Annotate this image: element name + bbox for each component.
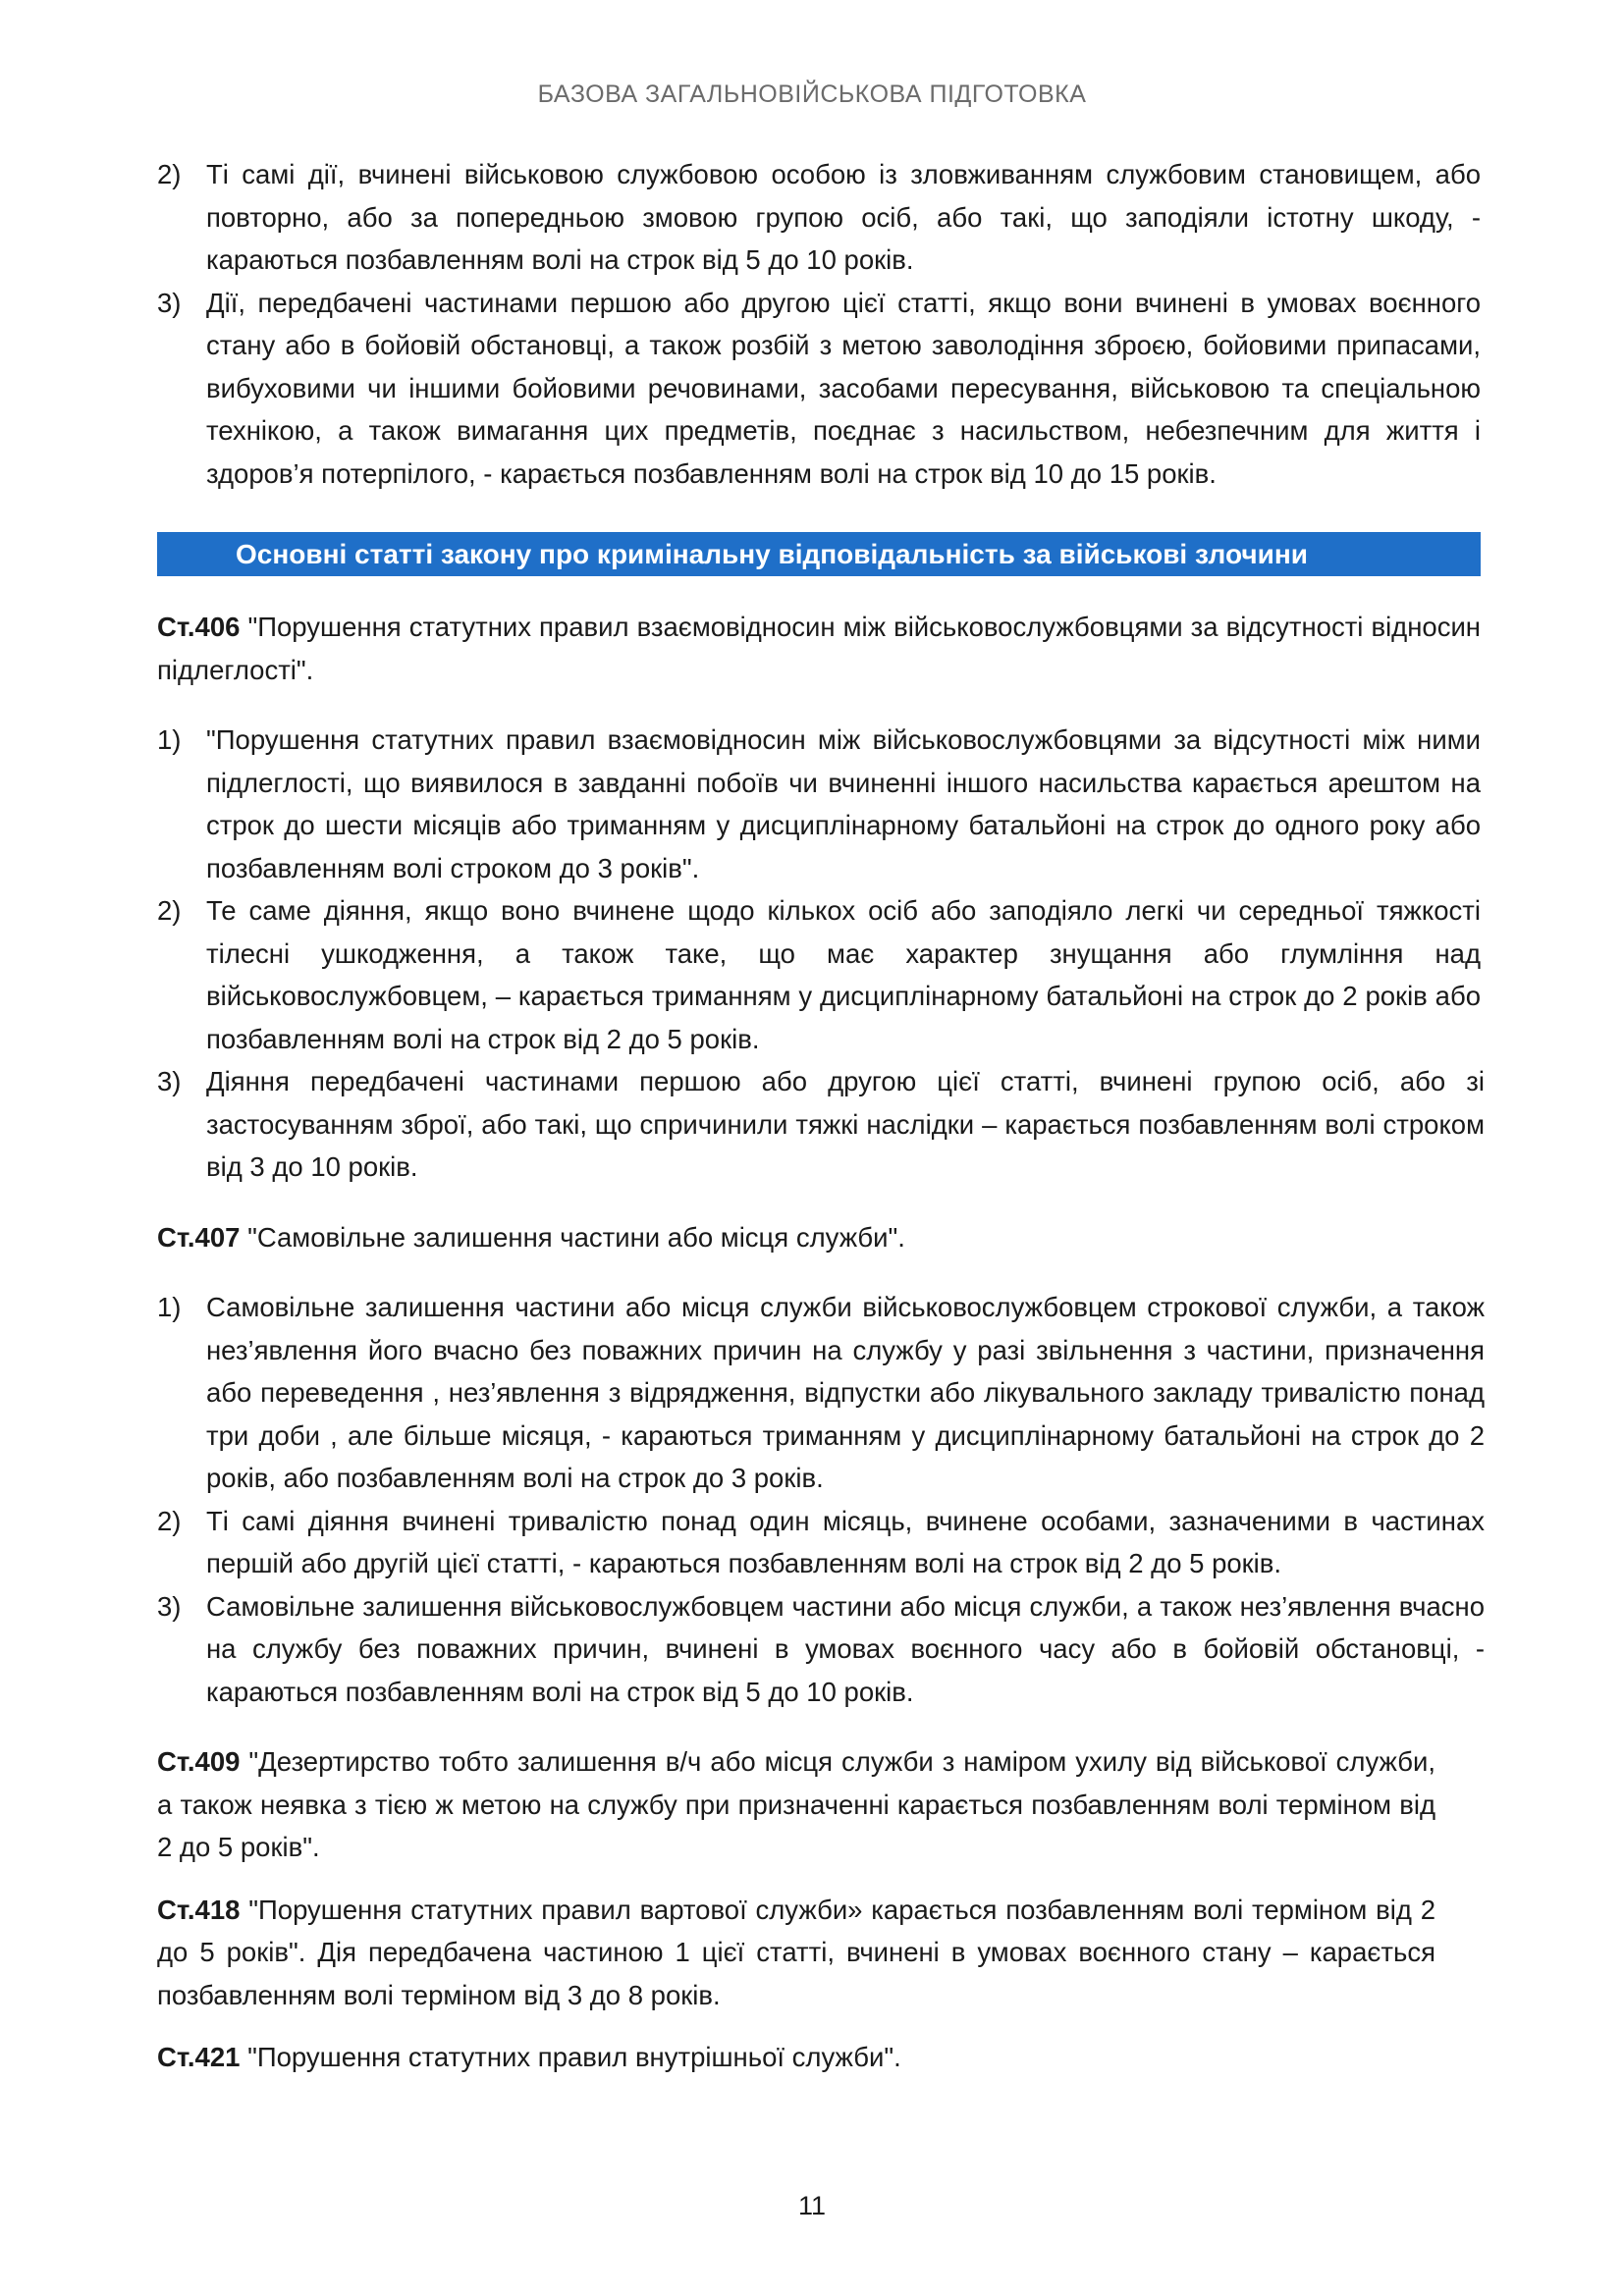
list-item	[157, 282, 1481, 496]
list-item	[157, 153, 1481, 282]
list-number: 3)	[157, 1590, 182, 1622]
list-number: 1)	[157, 724, 182, 755]
article-title: "Дезертирство тобто залишення в/ч або місця служби з наміром ухилу від військової служби, а також неявка з тією ж метою на службу при призначенні карається позбавленням волі терміном від 2 до 5 років".	[157, 1746, 1435, 1862]
list-text: Діяння передбачені частинами першою або другою цієї статті, вчинені групою осіб, або зі застосуванням зброї, або такі, що спричинили тяжкі наслідки – карається позбавленням волі строком від 3 до 10 років.	[206, 1066, 1485, 1182]
article-title: "Порушення статутних правил внутрішньої служби".	[240, 2042, 901, 2072]
list-item	[157, 1286, 1485, 1500]
list-text: "Порушення статутних правил взаємовідносин між військовослужбовцями за відсутності між ними підлеглості, що виявилося в завданні побоїв чи вчиненні іншого насильства карається арештом на строк до шести місяців або триманням у дисциплінарному батальйоні на строк до одного року або позбавленням волі строком до 3 років".	[206, 724, 1481, 883]
article-label: Ст.409	[157, 1746, 241, 1777]
article-421	[157, 2036, 1481, 2079]
article-406-list	[157, 719, 1485, 1189]
page-content	[157, 153, 1485, 2079]
article-407-heading	[157, 1216, 1481, 1259]
list-number: 2)	[157, 1505, 182, 1536]
article-label: Ст.407	[157, 1221, 241, 1253]
article-406-heading	[157, 606, 1481, 691]
article-label: Ст.421	[157, 2042, 241, 2072]
article-title: "Самовільне залишення частини або місця служби".	[240, 1221, 905, 1253]
list-item	[157, 719, 1481, 889]
article-title: "Порушення статутних правил взаємовідносин між військовослужбовцями за відсутності відносин підлеглості".	[157, 612, 1481, 685]
section-banner: Основні статті закону про кримінальну відповідальність за військові злочини	[157, 532, 1481, 576]
list-number: 3)	[157, 1066, 182, 1096]
list-text: Ті самі дії, вчинені військовою службовою особою із зловживанням службовим становищем, або повторно, або за попередньою змовою групою осіб, або такі, що заподіяли істотну шкоду, - караються позбавленням волі на строк від 5 до 10 років.	[206, 159, 1481, 275]
list-text: Самовільне залишення військовослужбовцем частини або місця служби, а також нез’явлення вчасно на службу без поважних причин, вчинені в умовах воєнного часу або в бойовій обстановці, - караються позбавленням волі на строк від 5 до 10 років.	[206, 1590, 1485, 1707]
article-title: "Порушення статутних правил вартової служби» карається позбавленням волі терміном від 2 до 5 років". Дія передбачена частиною 1 цієї статті, вчинені в умовах воєнного стану – карається позбавленням волі терміном від 3 до 8 років.	[157, 1894, 1435, 2010]
list-text: Ті самі діяння вчинені тривалістю понад один місяць, вчинене особами, зазначеними в частинах першій або другій цієї статті, - караються позбавленням волі на строк від 2 до 5 років.	[206, 1505, 1485, 1578]
list-text: Дії, передбачені частинами першою або другою цієї статті, якщо вони вчинені в умовах воєнного стану або в бойовій обстановці, а також розбій з метою заволодіння зброєю, бойовими припасами, вибуховими чи іншими бойовими речовинами, засобами пересування, військовою та спеціальною технікою, а також вимагання цих предметів, поєднає з насильством, небезпечним для життя і здоров’я потерпілого, - карається позбавленням волі на строк від 10 до 15 років.	[206, 287, 1481, 489]
article-407-list	[157, 1286, 1485, 1713]
running-header: БАЗОВА ЗАГАЛЬНОВІЙСЬКОВА ПІДГОТОВКА	[537, 80, 1087, 108]
list-number: 2)	[157, 159, 182, 189]
list-item	[157, 889, 1481, 1060]
list-item	[157, 1060, 1485, 1189]
list-text: Те саме діяння, якщо воно вчинене щодо кількох осіб або заподіяло легкі чи середньої тяжкості тілесні ушкодження, а також таке, що має характер знущання або глумління над військовослужбовцем, – карається триманням у дисциплінарному батальйоні на строк до 2 років або позбавленням волі на строк від 2 до 5 років.	[206, 895, 1481, 1054]
page-number: 11	[797, 2191, 827, 2220]
article-418	[157, 1889, 1435, 2017]
list-item	[157, 1500, 1485, 1585]
article-label: Ст.418	[157, 1894, 241, 1925]
list-number: 1)	[157, 1292, 182, 1322]
list-text: Самовільне залишення частини або місця служби військовослужбовцем строкової служби, а також нез’явлення його вчасно без поважних причин на службу у разі звільнення з частини, призначення або переведення , нез’явлення з відрядження, відпустки або лікувального закладу тривалістю понад три доби , але більше місяця, - караються триманням у дисциплінарному батальйоні на строк до 2 років, або позбавленням волі на строк до 3 років.	[206, 1292, 1485, 1493]
list-item	[157, 1585, 1485, 1714]
list-number: 3)	[157, 287, 182, 318]
article-label: Ст.406	[157, 612, 241, 642]
article-409	[157, 1740, 1435, 1869]
list-number: 2)	[157, 895, 182, 926]
